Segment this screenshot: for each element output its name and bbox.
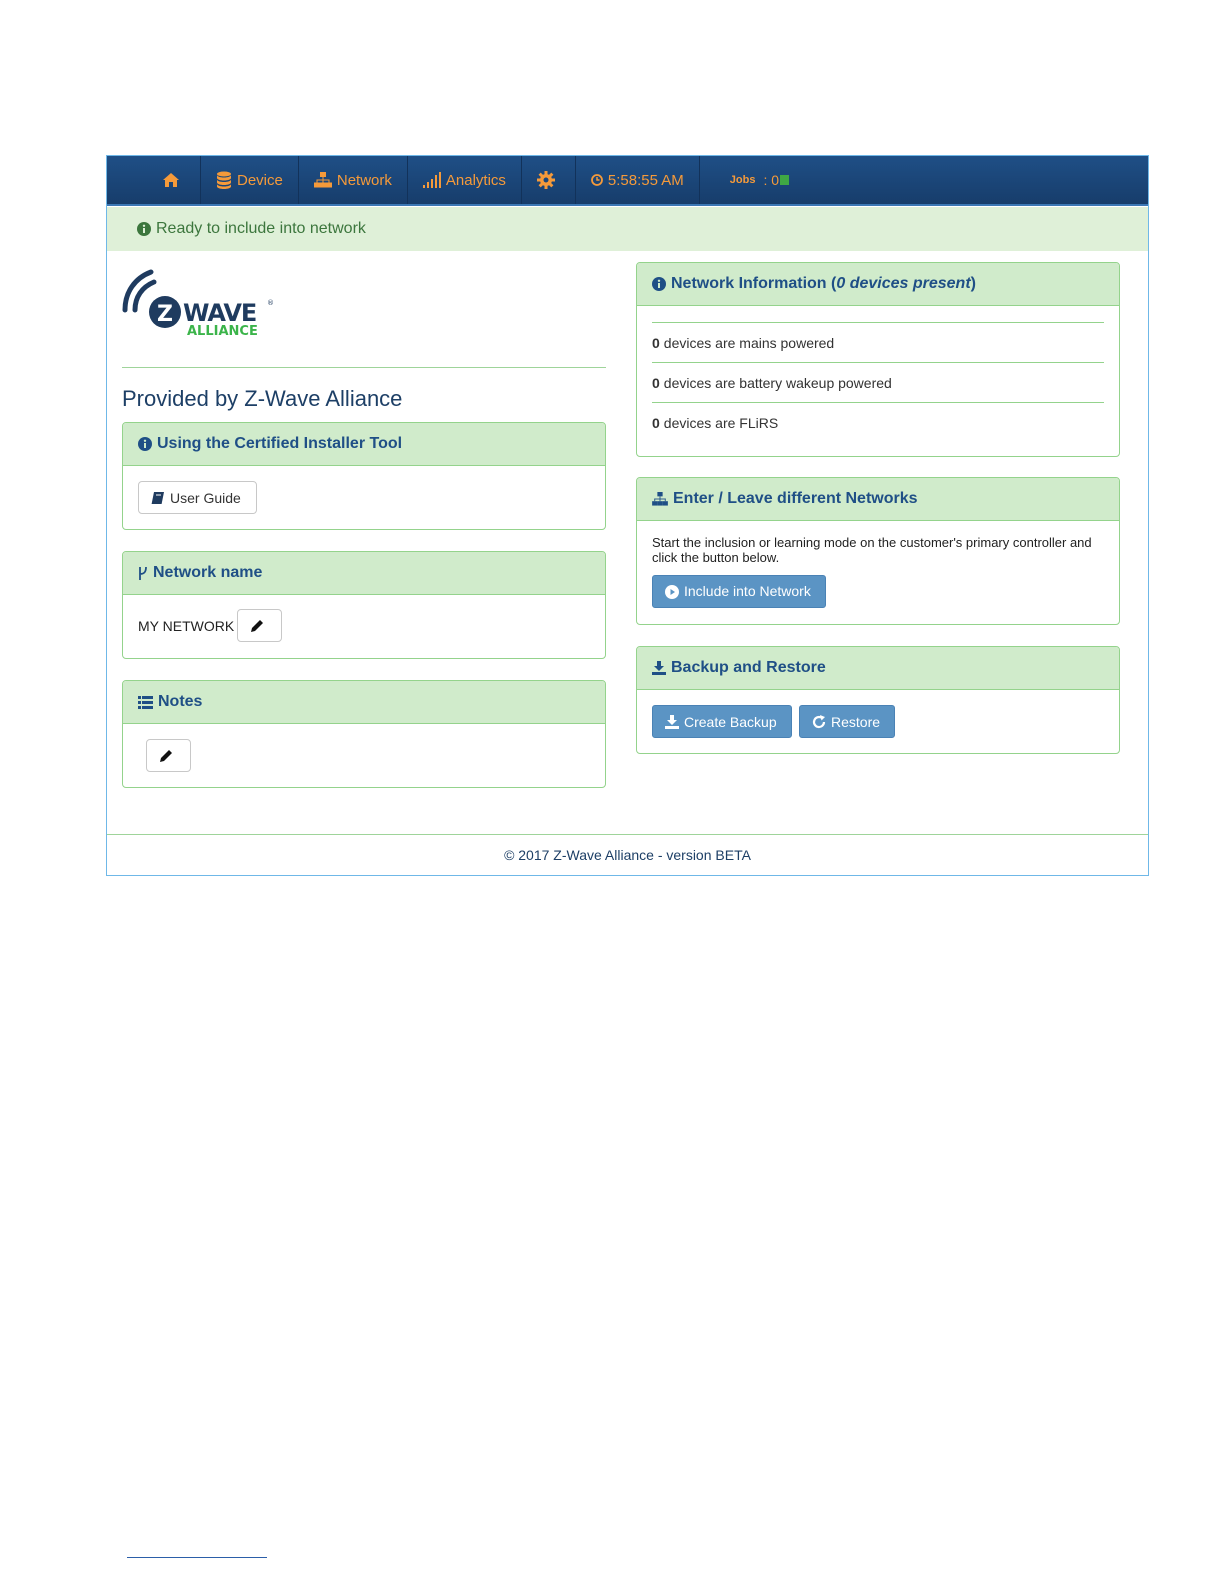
clock-time: 5:58:55 AM [607, 171, 684, 189]
book-icon [151, 491, 165, 505]
network-info-panel [636, 262, 1120, 457]
code-fork-icon [138, 566, 148, 581]
database-icon [216, 171, 232, 189]
jobs-status-led [780, 175, 789, 185]
include-into-network-label: Include into Network [684, 583, 811, 599]
installer-tool-header [123, 423, 605, 466]
pencil-icon [159, 749, 173, 763]
backup-restore-header [637, 647, 1119, 690]
sitemap-icon [652, 492, 668, 506]
play-circle-icon [665, 585, 679, 599]
refresh-icon [812, 715, 826, 729]
network-info-header [637, 263, 1119, 306]
app-frame [106, 155, 1149, 876]
gear-icon [537, 171, 555, 189]
mains-count: 0 [652, 334, 660, 351]
info-icon [652, 277, 666, 291]
user-guide-button[interactable] [138, 481, 257, 514]
jobs-label: Jobs [729, 174, 756, 186]
info-icon [138, 437, 152, 451]
network-name-panel [122, 551, 606, 659]
network-name-value: MY NETWORK [138, 617, 235, 634]
status-alert [107, 207, 1148, 251]
network-info-title-suffix: ) [970, 275, 976, 292]
edit-network-name-button[interactable] [237, 609, 282, 642]
sitemap-icon [314, 172, 332, 188]
network-info-list [637, 306, 1119, 442]
jobs-indicator[interactable] [700, 156, 789, 204]
network-name-title: Network name [153, 564, 263, 581]
nav-device[interactable] [201, 156, 299, 204]
nav-clock [576, 156, 700, 204]
battery-count: 0 [652, 374, 660, 391]
network-info-device-count: 0 devices present [836, 275, 971, 292]
provided-by-heading: Provided by Z-Wave Alliance [122, 386, 403, 411]
nav-network[interactable] [299, 156, 408, 204]
footer-divider [107, 834, 1148, 835]
enter-leave-panel [636, 477, 1120, 625]
backup-restore-title: Backup and Restore [671, 659, 826, 676]
info-icon [137, 222, 151, 236]
signal-bars-icon [423, 172, 441, 188]
nav-settings[interactable] [522, 156, 576, 204]
notes-title: Notes [158, 693, 203, 710]
nav-network-label: Network [336, 171, 392, 189]
svg-text:WAVE: WAVE [183, 299, 257, 327]
enter-leave-title: Enter / Leave different Networks [673, 490, 918, 507]
notes-header [123, 681, 605, 724]
logo-divider [122, 367, 606, 368]
zwave-alliance-logo [121, 264, 281, 336]
installer-tool-panel [122, 422, 606, 530]
clock-icon [591, 174, 603, 186]
battery-text: devices are battery wakeup powered [663, 374, 892, 391]
create-backup-label: Create Backup [684, 713, 777, 730]
nav-analytics[interactable] [408, 156, 522, 204]
top-navbar [107, 156, 1148, 206]
backup-restore-panel [636, 646, 1120, 754]
nav-device-label: Device [237, 171, 283, 189]
page-footnote-rule [127, 1557, 267, 1558]
svg-text:Z: Z [157, 302, 173, 327]
enter-leave-description: Start the inclusion or learning mode on the customer's primary controller and click the button below. [652, 535, 1092, 565]
flirs-text: devices are FLiRS [663, 414, 779, 431]
pencil-icon [250, 619, 264, 633]
info-row-battery [652, 362, 1104, 402]
create-backup-button[interactable] [652, 705, 792, 738]
installer-tool-title: Using the Certified Installer Tool [157, 435, 403, 452]
footer-text: © 2017 Z-Wave Alliance - version BETA [504, 847, 751, 863]
enter-leave-header [637, 478, 1119, 521]
include-into-network-button[interactable] [652, 575, 826, 608]
jobs-count: : 0 [763, 172, 780, 188]
network-info-title-prefix: Network Information ( [671, 275, 837, 292]
list-icon [138, 696, 153, 709]
info-row-flirs [652, 402, 1104, 442]
download-icon [665, 715, 679, 729]
svg-text:ALLIANCE: ALLIANCE [187, 324, 258, 336]
download-icon [652, 661, 666, 675]
svg-text:®: ® [267, 299, 274, 307]
nav-home[interactable] [147, 156, 201, 204]
mains-text: devices are mains powered [663, 334, 835, 351]
user-guide-label: User Guide [170, 489, 241, 506]
info-row-mains [652, 322, 1104, 362]
restore-button[interactable] [799, 705, 895, 738]
notes-panel [122, 680, 606, 788]
network-name-header [123, 552, 605, 595]
nav-analytics-label: Analytics [445, 171, 506, 189]
restore-label: Restore [831, 713, 881, 730]
edit-notes-button[interactable] [146, 739, 191, 772]
home-icon [162, 172, 180, 188]
flirs-count: 0 [652, 414, 660, 431]
alert-message: Ready to include into network [156, 220, 366, 237]
